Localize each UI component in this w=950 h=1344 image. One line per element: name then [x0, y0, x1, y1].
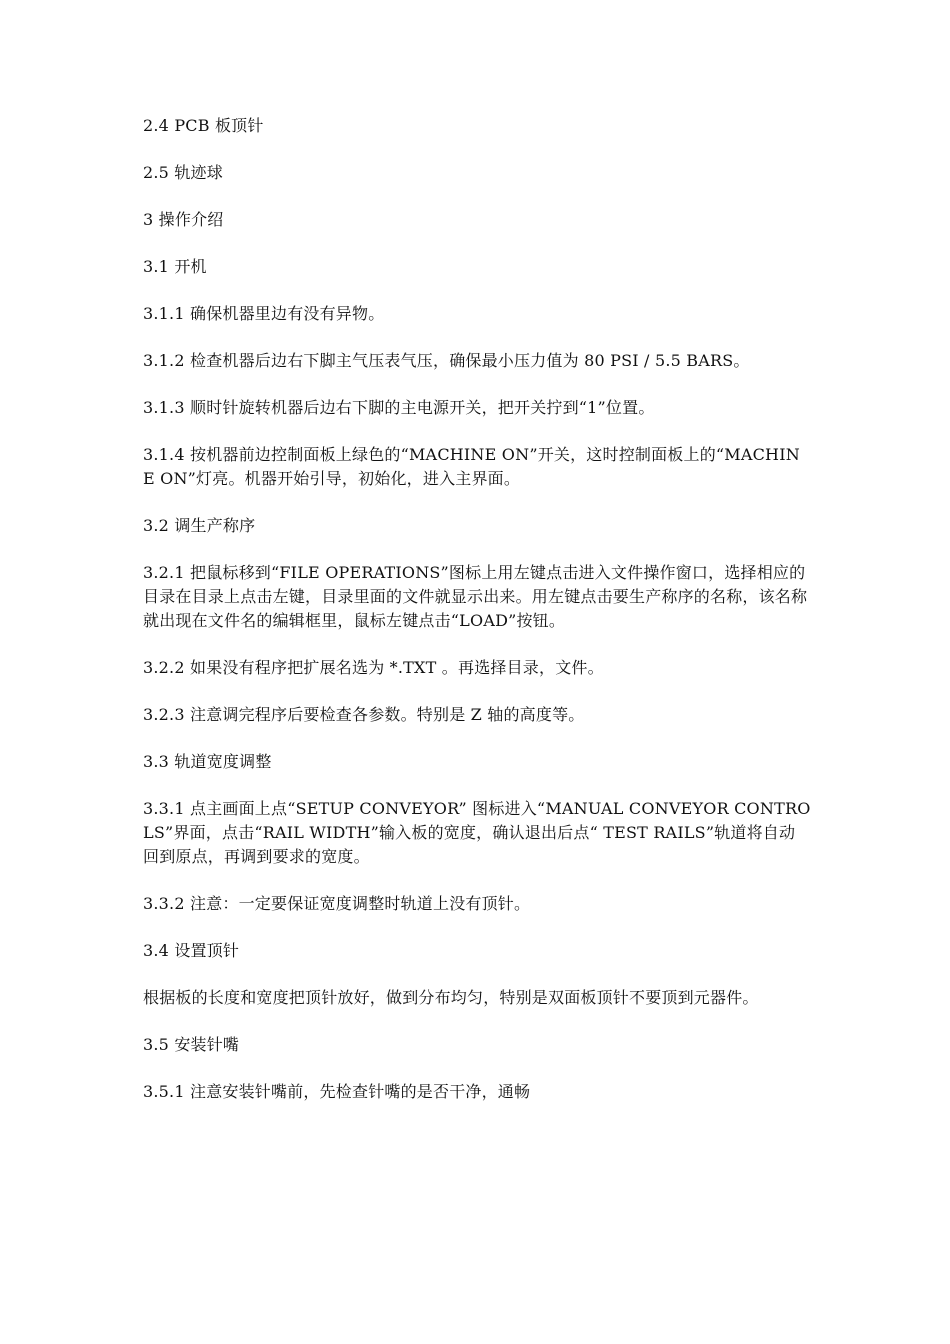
paragraph-3-3-1: 3.3.1 点主画面上点“SETUP CONVEYOR” 图标进入“MANUAL CONVEYOR CONTROLS”界面，点击“RAIL WIDTH”输入板的宽度，确认退出后点“ TEST RAILS”轨道将自动回到原点，再调到要求的宽度。: [143, 799, 811, 866]
heading-3: 3 操作介绍: [143, 210, 224, 229]
paragraph-3-5-1: 3.5.1 注意安装针嘴前，先检查针嘴的是否干净，通畅: [143, 1082, 531, 1101]
paragraph-3-3-2: 3.3.2 注意：一定要保证宽度调整时轨道上没有顶针。: [143, 894, 531, 913]
paragraph-3-1-1: 3.1.1 确保机器里边有没有异物。: [143, 304, 385, 323]
heading-3-4: 3.4 设置顶针: [143, 941, 240, 960]
heading-3-2: 3.2 调生产称序: [143, 516, 256, 535]
paragraph-3-2-3: 3.2.3 注意调完程序后要检查各参数。特别是 Z 轴的高度等。: [143, 705, 585, 724]
paragraph-3-1-2: 3.1.2 检查机器后边右下脚主气压表气压，确保最小压力值为 80 PSI / 5.5 BARS。: [143, 351, 750, 370]
heading-3-1: 3.1 开机: [143, 257, 207, 276]
heading-2-5: 2.5 轨迹球: [143, 163, 223, 182]
paragraph-3-2-2: 3.2.2 如果没有程序把扩展名选为 *.TXT 。再选择目录，文件。: [143, 658, 604, 677]
paragraph-3-1-4: 3.1.4 按机器前边控制面板上绿色的“MACHINE ON”开关，这时控制面板上的“MACHINE ON”灯亮。机器开始引导，初始化，进入主界面。: [143, 445, 800, 488]
paragraph-3-1-3: 3.1.3 顺时针旋转机器后边右下脚的主电源开关，把开关拧到“1”位置。: [143, 398, 655, 417]
document-body: [143, 114, 811, 1127]
heading-2-4: 2.4 PCB 板顶针: [143, 116, 264, 135]
paragraph-3-2-1: 3.2.1 把鼠标移到“FILE OPERATIONS”图标上用左键点击进入文件操作窗口，选择相应的目录在目录上点击左键，目录里面的文件就显示出来。用左键点击要生产称序的名称，该名称就出现在文件名的编辑框里，鼠标左键点击“LOAD”按钮。: [143, 563, 808, 630]
heading-3-5: 3.5 安装针嘴: [143, 1035, 240, 1054]
heading-3-3: 3.3 轨道宽度调整: [143, 752, 272, 771]
paragraph-3-4: 根据板的长度和宽度把顶针放好，做到分布均匀，特别是双面板顶针不要顶到元器件。: [143, 988, 759, 1007]
